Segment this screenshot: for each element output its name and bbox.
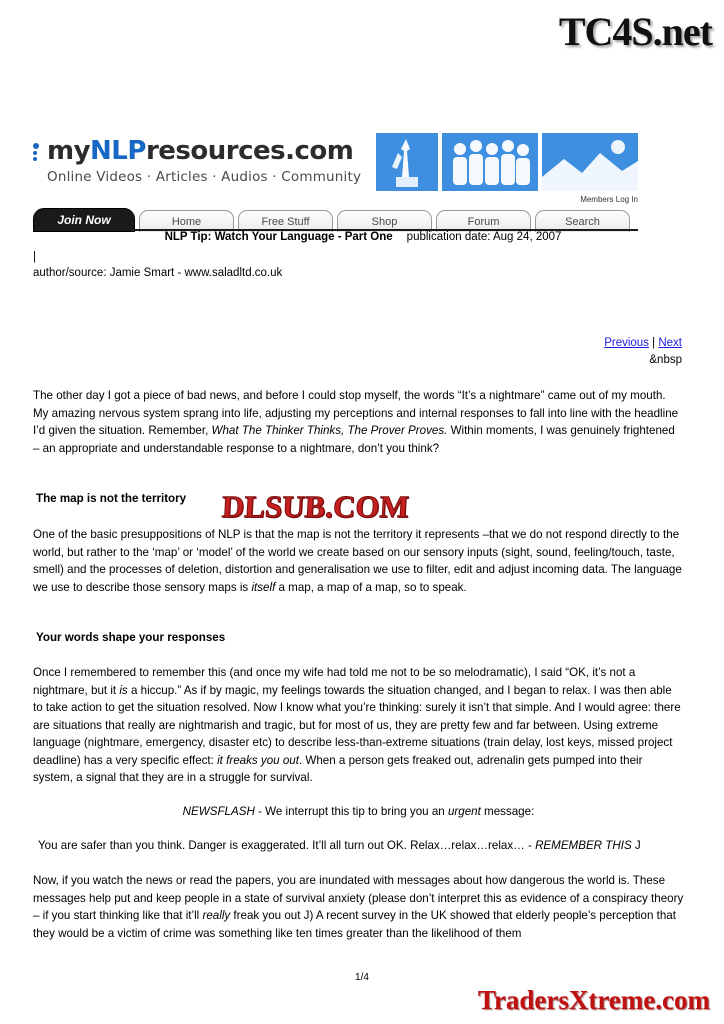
- paragraph-intro: [33, 387, 684, 457]
- article-author-line: author/source: Jamie Smart - www.saladltd.co.uk: [33, 267, 283, 279]
- intro-italic: What The Thinker Thinks, The Prover Proves.: [211, 424, 448, 437]
- next-link[interactable]: Next: [658, 337, 682, 349]
- safer-text-b: J: [631, 839, 641, 852]
- heading-words-shape-responses: Your words shape your responses: [36, 631, 226, 644]
- newsflash-italic-urgent: urgent: [447, 805, 481, 818]
- nav-item-shop[interactable]: Shop: [337, 210, 432, 232]
- article-publication-date: publication date: Aug 24, 2007: [406, 231, 562, 243]
- watermark-center: DLSUB.COM: [221, 489, 410, 524]
- page-number: 1/4: [355, 972, 369, 983]
- p2-text-a: One of the basic presuppositions of NLP is that the map is not the territory it represents –that we do not respond directly to the world, but rather to the ‘map’ or ‘model’ of the world we create based on our sensory inputs (sight, sound, feeling/touch, taste, smell) and the processes of deletion, distortion and generalisation we use to filter, edit and adjust incoming data. The language we use to describe those sensory maps is: [33, 528, 682, 594]
- nav-item-search[interactable]: Search: [535, 210, 630, 232]
- paragraph-newsflash: [33, 803, 684, 821]
- intro-text-a: The other day I got a piece of bad news, and before I could stop myself, the words “It’s a nightmare” came out of my mouth. My amazing nervous system sprang into life, adjusting my perceptions and internal responses to fall into line with the headline I’d given the situation. Remember,: [33, 389, 679, 437]
- p4-text-b: freak you out J) A recent survey in the UK showed that elderly people’s perception that they would be a victim of crime was something like ten times greater than the likelihood of them: [33, 909, 676, 940]
- pagination-separator: |: [652, 337, 656, 349]
- site-header: [33, 133, 638, 204]
- logo-suffix: resources.com: [145, 136, 354, 166]
- banner-image-statue-icon: [376, 133, 438, 191]
- p2-italic: itself: [251, 580, 276, 594]
- paragraph-news-media: [33, 872, 684, 942]
- header-banner-images: [376, 133, 638, 191]
- p3-text-c: . When a person gets freaked out, adrenalin gets pumped into their system, a signal that they are in a struggle for survival.: [33, 753, 643, 784]
- p3-italic-freaks: it freaks you out: [217, 753, 299, 767]
- pipe-separator: |: [33, 251, 36, 263]
- pagination-links: [604, 337, 682, 349]
- site-logo[interactable]: [33, 133, 368, 185]
- p2-text-b: a map, a map of a map, so to speak.: [275, 580, 467, 594]
- paragraph-safer: [38, 837, 684, 855]
- p3-text-b: a hiccup.” As if by magic, my feelings towards the situation changed, and I began to relax. I was then able to take action to get the situation resolved. Now I know what you’re thinking: surely it isn’t that simple. And I would agree: there are situations that really are nightmarish and tragic, but for most of us, they are pretty few and far between. Using extreme language (nightmare, emergency, disaster etc) to describe less-than-extreme situations (train delay, lost keys, missed project deadline) has a very specific effect:: [33, 683, 681, 767]
- safer-italic: REMEMBER THIS: [535, 839, 632, 852]
- watermark-bottom-right: TradersXtreme.com: [477, 985, 710, 1015]
- nav-item-home[interactable]: Home: [139, 210, 234, 232]
- nav-item-free-stuff[interactable]: Free Stuff: [238, 210, 333, 232]
- site-tagline: Online Videos · Articles · Audios · Community: [47, 169, 362, 185]
- newsflash-text-a: - We interrupt this tip to bring you an: [254, 805, 448, 818]
- banner-image-landscape-icon: [542, 133, 638, 191]
- previous-link[interactable]: Previous: [604, 337, 649, 349]
- heading-map-not-territory: The map is not the territory: [36, 492, 187, 505]
- article-title-row: [33, 231, 693, 243]
- paragraph-presuppositions: [33, 526, 684, 596]
- p4-text-a: Now, if you watch the news or read the papers, you are inundated with messages about how dangerous the world is. These messages help put and keep people in a state of survival anxiety (please don’t interpret this as evidence of a conspiracy theory – if you start thinking like that it’ll: [33, 874, 684, 922]
- p3-text-a: Once I remembered to remember this (and once my wife had told me not to be so melodramatic), I said “OK, it’s not a nightmare, but it: [33, 666, 636, 697]
- members-login-link[interactable]: Members Log In: [580, 195, 638, 204]
- nbsp-text: &nbsp: [649, 354, 682, 366]
- nav-item-forum[interactable]: Forum: [436, 210, 531, 232]
- intro-text-b: Within moments, I was genuinely frightened – an appropriate and understandable response to a nightmare, don’t you think?: [33, 424, 675, 455]
- logo-dots-icon: [33, 141, 45, 163]
- header-top-row: [33, 133, 638, 198]
- article-title: NLP Tip: Watch Your Language - Part One: [164, 231, 393, 243]
- banner-image-group-icon: [442, 133, 538, 191]
- p3-italic-is: is: [119, 683, 128, 697]
- watermark-top-right: TC4S.net: [558, 9, 712, 54]
- newsflash-label: NEWSFLASH: [182, 805, 255, 818]
- paragraph-hiccup: [33, 664, 684, 787]
- nav-item-join-now[interactable]: Join Now: [33, 208, 135, 232]
- logo-text: [33, 137, 368, 165]
- p4-italic-really: really: [202, 909, 231, 922]
- safer-text-a: You are safer than you think. Danger is exaggerated. It’ll all turn out OK. Relax…relax…relax… -: [38, 839, 536, 852]
- logo-nlp: NLP: [90, 136, 146, 166]
- newsflash-text-b: message:: [480, 805, 535, 818]
- logo-prefix: my: [47, 136, 91, 166]
